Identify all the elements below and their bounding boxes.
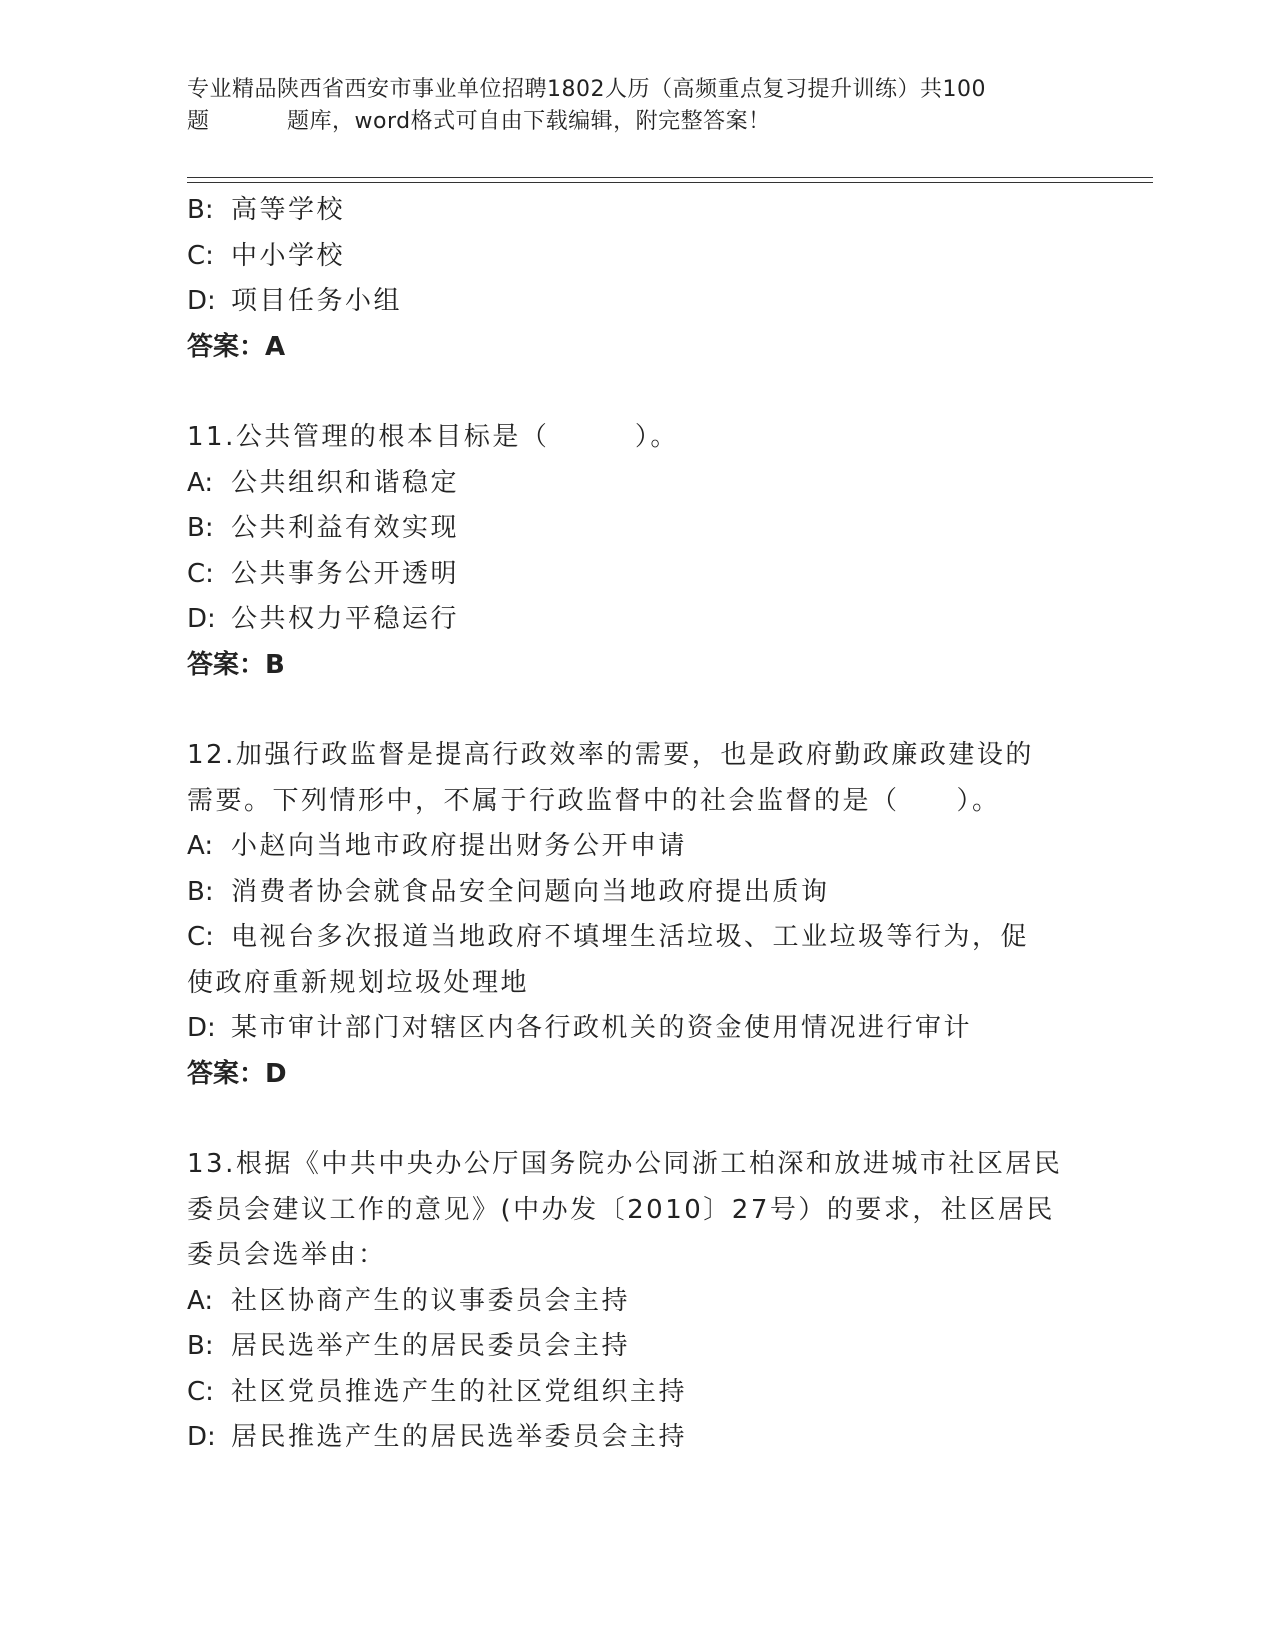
answer: 答案：A bbox=[187, 331, 286, 362]
option-b: B: 消费者协会就食品安全问题向当地政府提出质询 bbox=[187, 876, 830, 907]
option-c: C: 电视台多次报道当地政府不填埋生活垃圾、工业垃圾等行为，促使政府重新规划垃圾处理地 bbox=[187, 922, 1030, 998]
option-d: D: 居民推选产生的居民选举委员会主持 bbox=[187, 1422, 688, 1452]
option-d: D: 某市审计部门对辖区内各行政机关的资金使用情况进行审计 bbox=[187, 1013, 973, 1043]
option-d: D: 公共权力平稳运行 bbox=[187, 604, 460, 634]
document-body bbox=[187, 188, 1087, 1461]
answer: 答案：D bbox=[187, 1058, 287, 1089]
option-a: A: 小赵向当地市政府提出财务公开申请 bbox=[187, 831, 688, 861]
header-line-2-right: 题库，word格式可自由下载编辑，附完整答案！ bbox=[287, 109, 771, 134]
question-11: 11.公共管理的根本目标是（ ）。 bbox=[187, 422, 679, 452]
question-13: 13.根据《中共中央办公厅国务院办公同浙工柏深和放进城市社区居民委员会建议工作的意见》(中办发〔2010〕27号）的要求，社区居民委员会选举由： bbox=[187, 1149, 1063, 1270]
header-divider-top bbox=[187, 177, 1153, 178]
option-d: D: 项目任务小组 bbox=[187, 286, 403, 316]
option-a: A: 公共组织和谐稳定 bbox=[187, 467, 460, 498]
option-c: C: 公共事务公开透明 bbox=[187, 558, 460, 589]
header-line-1: 专业精品陕西省西安市事业单位招聘1802人历（高频重点复习提升训练）共100 bbox=[187, 77, 986, 102]
header-line-2-left: 题 bbox=[187, 109, 210, 134]
option-b: B: 公共利益有效实现 bbox=[187, 513, 460, 543]
answer: 答案：B bbox=[187, 649, 285, 680]
option-b: B: 高等学校 bbox=[187, 195, 346, 225]
document-header bbox=[187, 74, 1067, 138]
option-a: A: 社区协商产生的议事委员会主持 bbox=[187, 1285, 631, 1316]
question-12: 12.加强行政监督是提高行政效率的需要，也是政府勤政廉政建设的需要。下列情形中，不属于行政监督中的社会监督的是（ ）。 bbox=[187, 740, 1034, 816]
option-c: C: 中小学校 bbox=[187, 240, 346, 271]
header-line-2 bbox=[187, 106, 1067, 138]
header-divider-bottom bbox=[187, 182, 1153, 183]
option-b: B: 居民选举产生的居民委员会主持 bbox=[187, 1331, 631, 1361]
option-c: C: 社区党员推选产生的社区党组织主持 bbox=[187, 1376, 688, 1407]
